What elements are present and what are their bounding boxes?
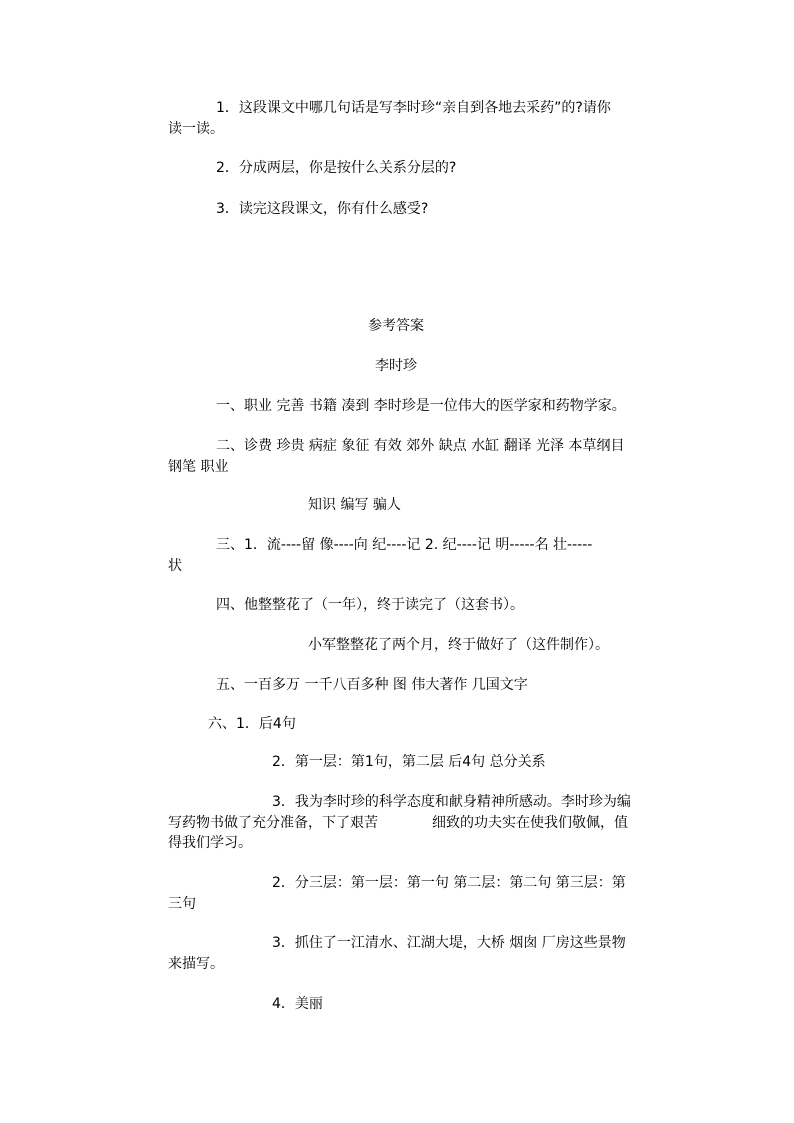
answer-6-item-3-line-2a: 写药物书做了充分准备，下了艰苦 bbox=[168, 815, 378, 831]
question-2: 2．分成两层，你是按什么关系分层的? bbox=[216, 160, 457, 176]
answer-2-line-2: 钢笔 职业 bbox=[168, 459, 229, 475]
question-1-line-2: 读一读。 bbox=[168, 121, 224, 137]
answers-subtitle: 李时珍 bbox=[375, 358, 417, 374]
answer-1: 一、职业 完善 书籍 凑到 李时珍是一位伟大的医学家和药物学家。 bbox=[216, 398, 626, 414]
answer-b-item-2-line-1: 2．分三层：第一层：第一句 第二层：第二句 第三层：第 bbox=[272, 875, 626, 891]
question-1-line-1: 1．这段课文中哪几句话是写李时珍“亲自到各地去采药”的?请你 bbox=[216, 100, 611, 116]
answer-2-line-1: 二、诊费 珍贵 病症 象征 有效 郊外 缺点 水缸 翻译 光泽 本草纲目 bbox=[216, 438, 625, 454]
answer-4-line-1: 四、他整整花了（一年），终于读完了（这套书）。 bbox=[216, 597, 524, 613]
answer-5: 五、一百多万 一千八百多种 图 伟大著作 几国文字 bbox=[216, 677, 528, 693]
answer-2-line-3: 知识 编写 骗人 bbox=[308, 497, 401, 513]
answers-heading: 参考答案 bbox=[368, 318, 424, 334]
answer-b-item-3-line-2: 来描写。 bbox=[168, 956, 224, 972]
answer-6-item-3-line-3: 得我们学习。 bbox=[168, 835, 252, 851]
answer-b-item-4: 4．美丽 bbox=[272, 996, 323, 1012]
answer-4-line-2: 小军整整花了两个月，终于做好了（这件制作）。 bbox=[308, 637, 609, 653]
question-3: 3．读完这段课文，你有什么感受? bbox=[216, 201, 429, 217]
answer-3-line-1: 三、1．流----留 像----向 纪----记 2. 纪----记 明-----名 壮----- bbox=[216, 537, 593, 553]
answer-b-item-2-line-2: 三句 bbox=[168, 896, 196, 912]
answer-b-item-3-line-1: 3．抓住了一江清水、江湖大堤，大桥 烟囱 厂房这些景物 bbox=[272, 935, 626, 951]
answer-3-line-2: 状 bbox=[168, 558, 182, 574]
answer-6-item-2: 2．第一层：第1句，第二层 后4句 总分关系 bbox=[272, 754, 546, 770]
answer-6-item-1: 六、1．后4句 bbox=[208, 716, 296, 732]
answer-6-item-3-line-2b: 细致的功夫实在使我们敬佩，值 bbox=[432, 815, 628, 831]
answer-6-item-3-line-1: 3．我为李时珍的科学态度和献身精神所感动。李时珍为编 bbox=[272, 794, 631, 810]
